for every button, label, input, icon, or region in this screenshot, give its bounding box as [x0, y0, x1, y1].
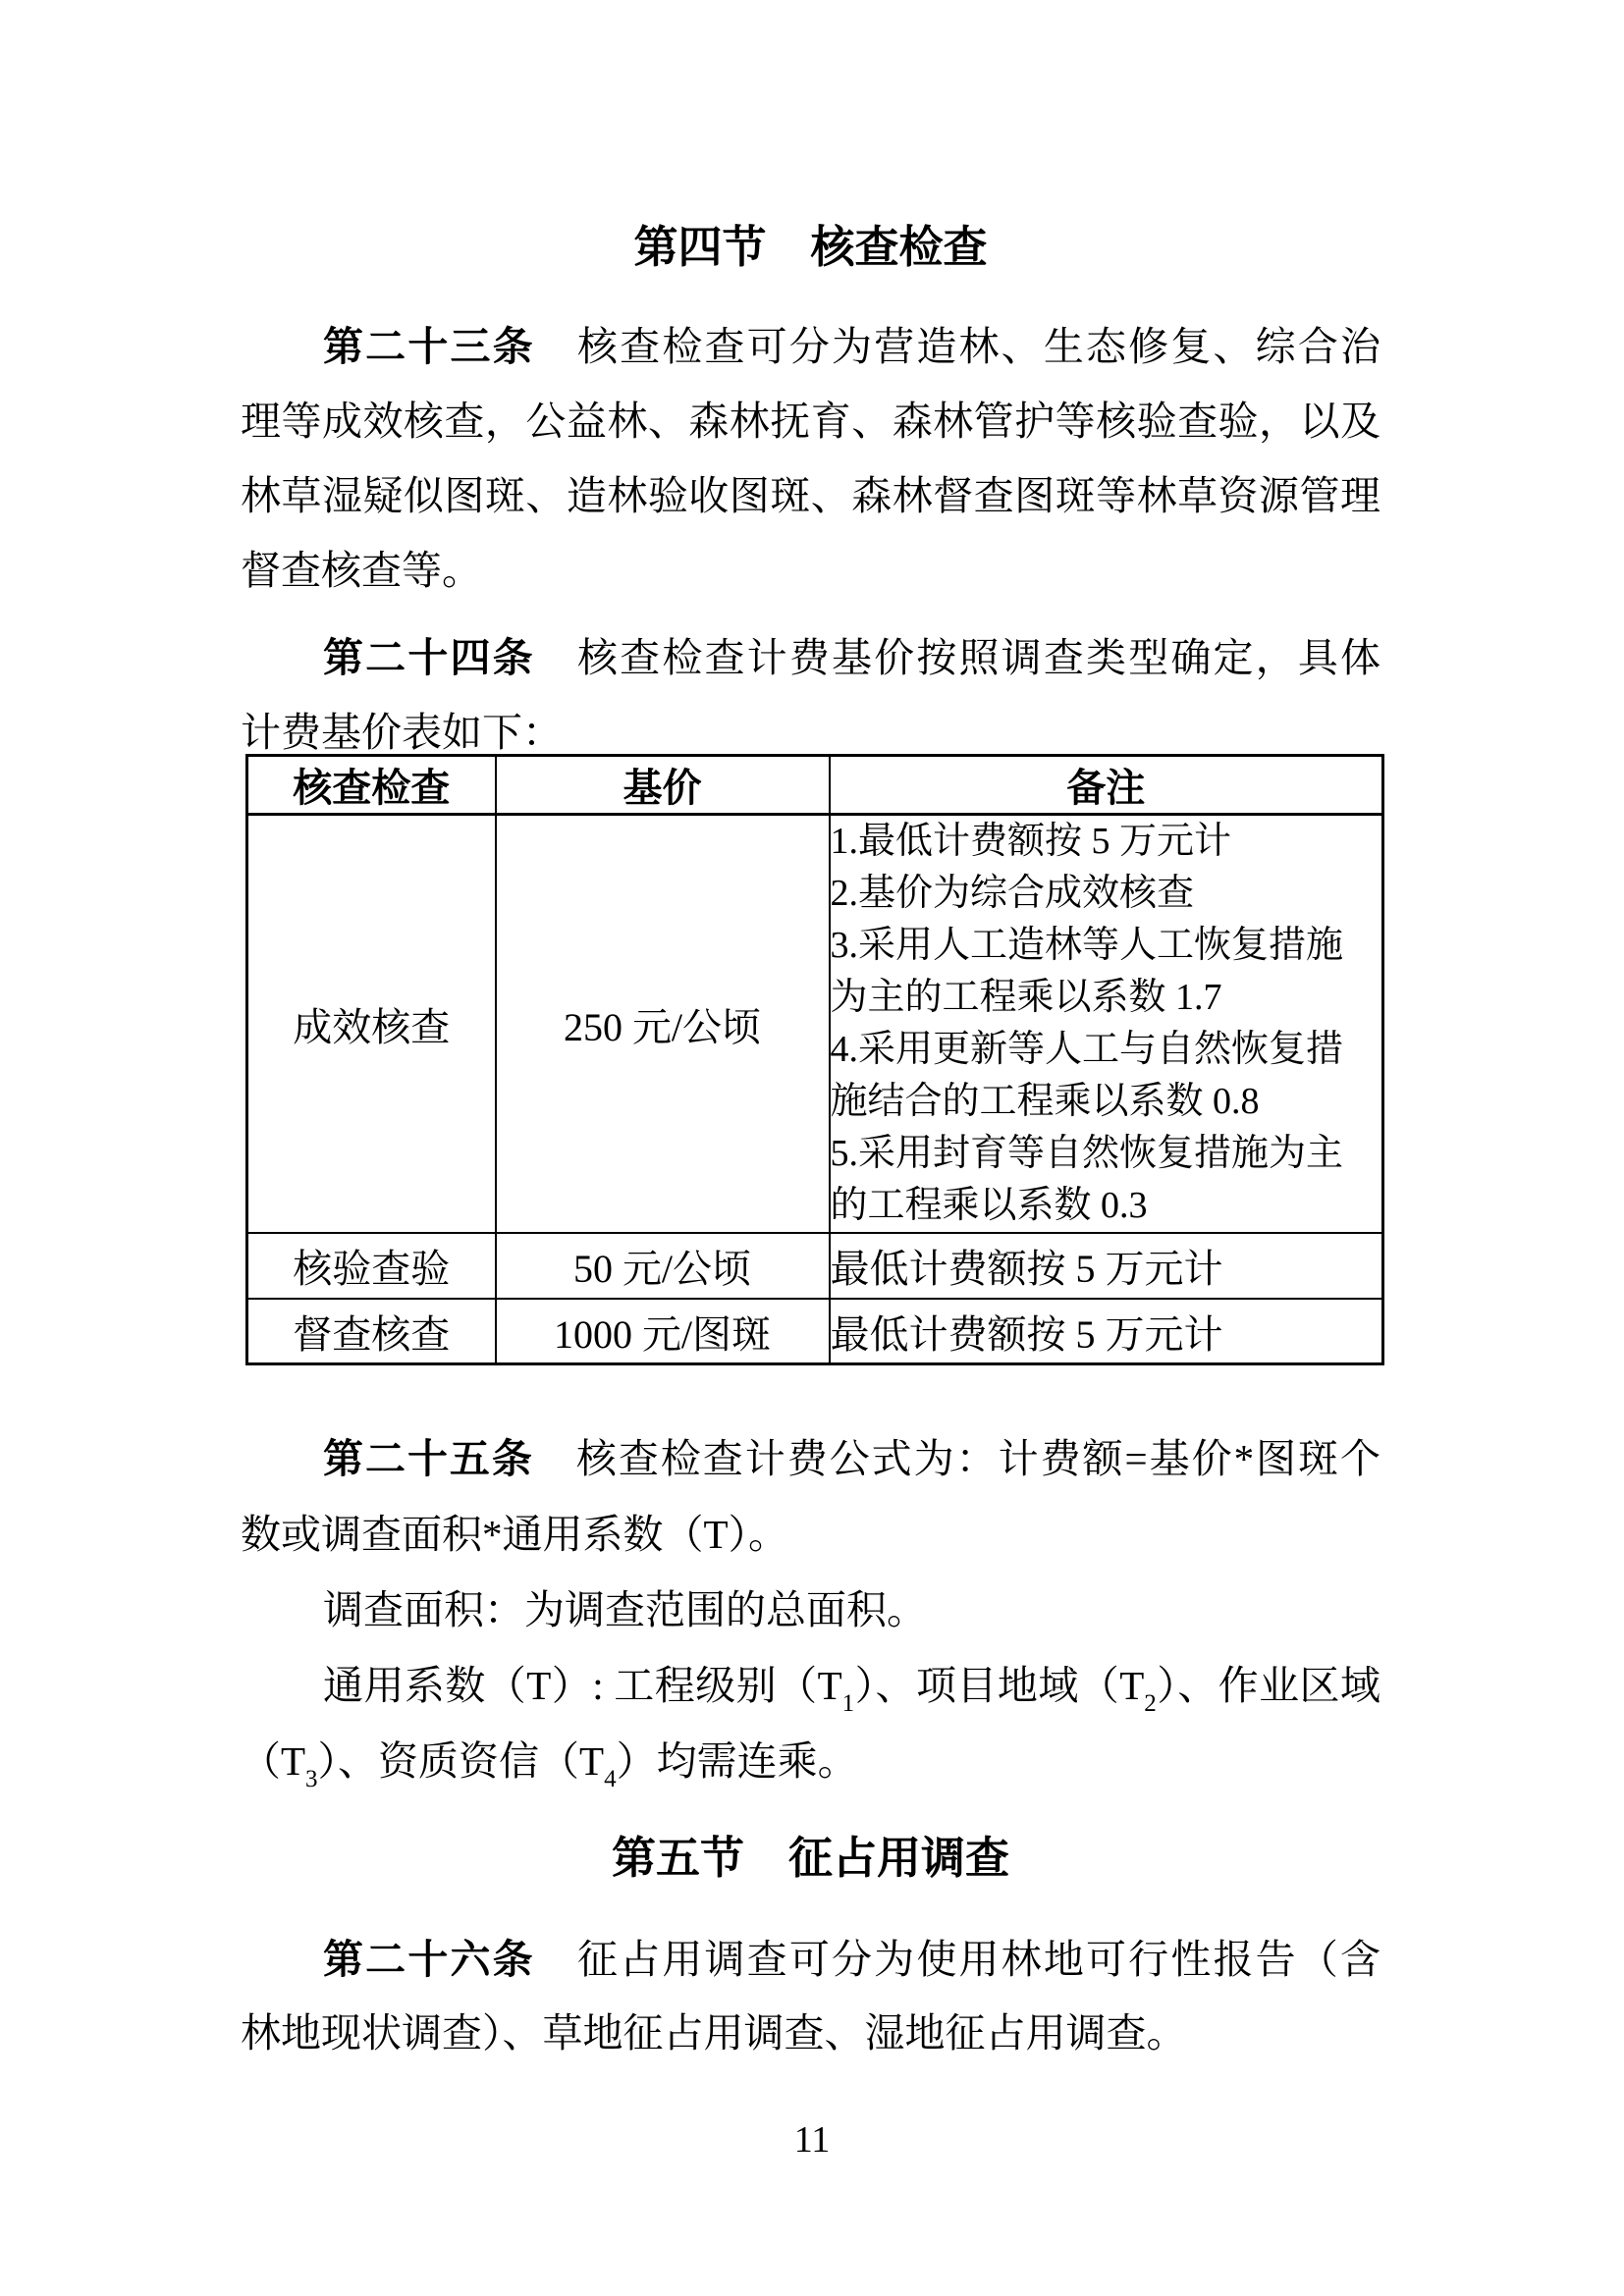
fee-table-header-row	[247, 756, 1383, 815]
coeff-text: ）、资质资信（T	[317, 1738, 605, 1784]
remark-line: 施结合的工程乘以系数 0.8	[830, 1081, 1260, 1122]
section-5-heading: 第五节 征占用调查	[611, 1833, 1009, 1883]
para-25-line-5	[241, 1724, 1380, 1799]
remark-line: 4.采用更新等人工与自然恢复措	[830, 1029, 1344, 1070]
remark-line: 3.采用人工造林等人工恢复措施	[830, 925, 1344, 966]
para-24-line-1	[241, 620, 1380, 695]
row1-price: 250 元/公顷	[496, 815, 830, 1234]
para-26-line-1	[241, 1923, 1380, 1997]
row3-price: 1000 元/图斑	[496, 1299, 830, 1364]
coeff-text: 通用系数（T）: 工程级别（T	[323, 1663, 842, 1708]
para-24-line-2: 计费基价表如下：	[241, 710, 563, 755]
para-25-line-2: 数或调查面积*通用系数（T）。	[241, 1512, 789, 1557]
row3-remarks: 最低计费额按 5 万元计	[830, 1299, 1383, 1364]
page-number: 11	[793, 2119, 831, 2161]
para-23-line-1-text: 核查检查可分为营造林、生态修复、综合治	[534, 324, 1381, 369]
row1-remarks	[830, 815, 1383, 1234]
row2-price: 50 元/公顷	[496, 1233, 830, 1299]
remark-line: 1.最低计费额按 5 万元计	[830, 821, 1232, 862]
para-23-line-4: 督查核查等。	[241, 548, 482, 593]
para-25-line-1	[241, 1421, 1380, 1497]
para-26-line-1-text: 征占用调查可分为使用林地可行性报告（含	[534, 1937, 1381, 1982]
coeff-text: ）、项目地域（T	[854, 1663, 1145, 1708]
row3-type: 督查核查	[247, 1299, 496, 1364]
clause-24-label: 第二十四条	[323, 635, 535, 680]
coeff-subscript-3: 3	[305, 1766, 318, 1792]
para-23-line-2: 理等成效核查，公益林、森林抚育、森林管护等核验查验，以及	[241, 399, 1380, 444]
coeff-text: ）、作业区域	[1156, 1663, 1381, 1708]
remark-line: 为主的工程乘以系数 1.7	[830, 977, 1222, 1018]
coeff-text: （T	[241, 1738, 306, 1784]
section-4-heading: 第四节 核查检查	[633, 222, 988, 272]
remark-line: 2.基价为综合成效核查	[830, 873, 1195, 914]
clause-25-label: 第二十五条	[323, 1436, 534, 1481]
para-25-line-3: 调查面积：为调查范围的总面积。	[323, 1587, 927, 1632]
fee-table	[245, 754, 1384, 1365]
para-26-line-2: 林地现状调查）、草地征占用调查、湿地征占用调查。	[241, 2010, 1187, 2056]
para-23-line-3: 林草湿疑似图斑、造林验收图斑、森林督查图斑等林草资源管理	[241, 473, 1380, 518]
coeff-subscript-1: 1	[841, 1690, 855, 1717]
para-25-line-4	[241, 1648, 1380, 1724]
fee-table-header-type: 核查检查	[247, 756, 496, 815]
para-24-line-1-text: 核查检查计费基价按照调查类型确定，具体	[534, 635, 1381, 680]
row2-type: 核验查验	[247, 1233, 496, 1299]
table-row	[247, 815, 1383, 1234]
clause-26-label: 第二十六条	[323, 1937, 535, 1982]
clause-23-label: 第二十三条	[323, 324, 535, 369]
coeff-text: ）均需连乘。	[616, 1738, 858, 1784]
table-row	[247, 1233, 1383, 1299]
para-23-line-1	[241, 309, 1380, 384]
coeff-subscript-4: 4	[604, 1766, 617, 1792]
remark-line: 5.采用封育等自然恢复措施为主	[830, 1133, 1344, 1174]
remark-line: 的工程乘以系数 0.3	[830, 1185, 1148, 1226]
fee-table-header-remark: 备注	[830, 756, 1383, 815]
row1-type: 成效核查	[247, 815, 496, 1234]
table-row	[247, 1299, 1383, 1364]
coeff-subscript-2: 2	[1144, 1690, 1157, 1717]
fee-table-header-price: 基价	[496, 756, 830, 815]
row2-remarks: 最低计费额按 5 万元计	[830, 1233, 1383, 1299]
para-25-line-1-text: 核查检查计费公式为：计费额=基价*图斑个	[533, 1436, 1380, 1481]
